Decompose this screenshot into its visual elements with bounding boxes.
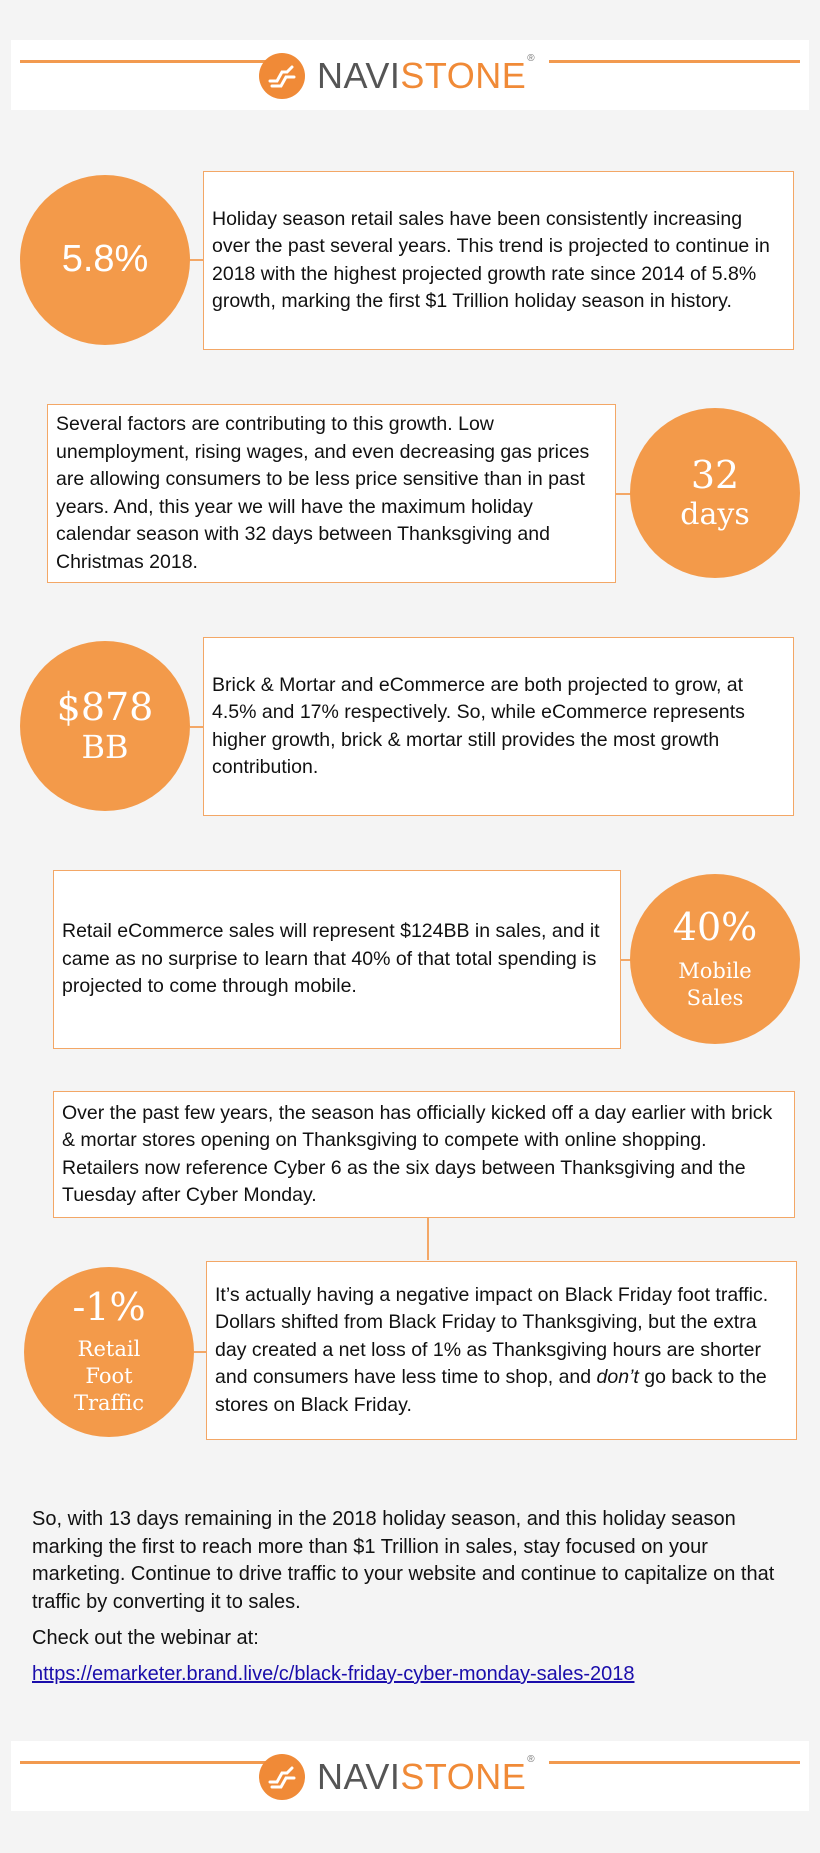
stat-unit: BB bbox=[81, 728, 129, 767]
connector-line bbox=[190, 259, 204, 261]
info-text: Holiday season retail sales have been consistently increasing over the past several years. This trend is projected to continue in 2018 with the highest projected growth rate since 2014 of 5.8% growth, marking the first $1 Trillion holiday season in history. bbox=[212, 207, 770, 312]
stat-label-line: Foot bbox=[85, 1364, 133, 1389]
navistone-logo-icon bbox=[259, 53, 305, 99]
stat-value: 32 bbox=[690, 452, 740, 497]
info-box-black-friday bbox=[206, 1261, 797, 1440]
connector-line bbox=[616, 493, 631, 495]
stat-circle-sales bbox=[20, 641, 190, 811]
banner-line-left bbox=[20, 1761, 272, 1764]
stat-unit: days bbox=[680, 496, 750, 532]
stat-label-line: Traffic bbox=[74, 1391, 144, 1416]
connector-line-vertical bbox=[427, 1218, 429, 1260]
header-banner bbox=[11, 40, 809, 110]
brand-stone: STONE bbox=[400, 1756, 527, 1797]
emphasis-text: don’t bbox=[596, 1366, 639, 1389]
banner-line-right bbox=[549, 1761, 800, 1764]
info-box-factors bbox=[47, 404, 616, 583]
banner-line-left bbox=[20, 60, 272, 63]
connector-line bbox=[190, 726, 204, 728]
navistone-logo bbox=[259, 1754, 535, 1800]
stat-value: 40% bbox=[672, 904, 758, 949]
stat-unit: Mobile Sales bbox=[678, 958, 752, 1010]
info-box-brick-mortar bbox=[203, 637, 794, 816]
info-text: Brick & Mortar and eCommerce are both projected to grow, at 4.5% and 17% respectively. So, while eCommerce represents higher growth, brick & mortar still provides the most growth contribution. bbox=[212, 673, 745, 778]
info-box-growth bbox=[203, 171, 794, 350]
info-text: Several factors are contributing to this growth. Low unemployment, rising wages, and even decreasing gas prices are allowing consumers to be less price sensitive than in past years. And, this year we will have the maximum holiday calendar season with 32 days between Thanksgiving and Christmas 2018. bbox=[56, 413, 590, 573]
stat-circle-days bbox=[630, 408, 800, 578]
stat-circle-foot-traffic bbox=[24, 1267, 194, 1437]
info-text: Retail eCommerce sales will represent $124BB in sales, and it came as no surprise to learn that 40% of that total spending is projected to come through mobile. bbox=[62, 920, 600, 998]
stat-label-line: Retail bbox=[77, 1336, 141, 1361]
stat-circle-mobile bbox=[630, 874, 800, 1044]
stat-value: -1% bbox=[72, 1285, 146, 1330]
closing-paragraph: So, with 13 days remaining in the 2018 holiday season, and this holiday season marking the first to reach more than $1 Trillion in sales, stay focused on your marketing. Continue to drive traffic to your website and continue to capitalize on that traffic by converting it to sales. bbox=[32, 1508, 775, 1613]
info-text: It’s actually having a negative impact on Black Friday foot traffic. Dollars shifted from Black Friday to Thanksgiving, but the extra day created a net loss of 1% as Thanksgiving hours are shorter and consumers have less time to shop, and don’t go back to the stores on Black Friday. bbox=[215, 1283, 769, 1416]
info-box-mobile bbox=[53, 870, 621, 1049]
brand-navi: NAVI bbox=[317, 55, 401, 96]
webinar-label: Check out the webinar at: bbox=[32, 1627, 259, 1649]
info-box-season-kickoff bbox=[53, 1091, 795, 1218]
stat-circle-growth bbox=[20, 175, 190, 345]
stat-value: $878 bbox=[56, 684, 154, 729]
footer-banner bbox=[11, 1741, 809, 1811]
navistone-logo-icon bbox=[259, 1754, 305, 1800]
registered-mark: ® bbox=[527, 53, 536, 64]
stat-value: 5.8% bbox=[61, 238, 149, 281]
brand-navi: NAVI bbox=[317, 1756, 401, 1797]
webinar-link[interactable]: https://emarketer.brand.live/c/black-friday-cyber-monday-sales-2018 bbox=[32, 1663, 635, 1685]
brand-stone: STONE bbox=[400, 55, 527, 96]
navistone-logo bbox=[259, 53, 535, 99]
registered-mark: ® bbox=[527, 1754, 536, 1765]
banner-line-right bbox=[549, 60, 800, 63]
info-text: Over the past few years, the season has officially kicked off a day earlier with brick & mortar stores opening on Thanksgiving to compete with online shopping. Retailers now reference Cyber 6 as the six days between Thanksgiving and the Tuesday after Cyber Monday. bbox=[62, 1101, 773, 1206]
